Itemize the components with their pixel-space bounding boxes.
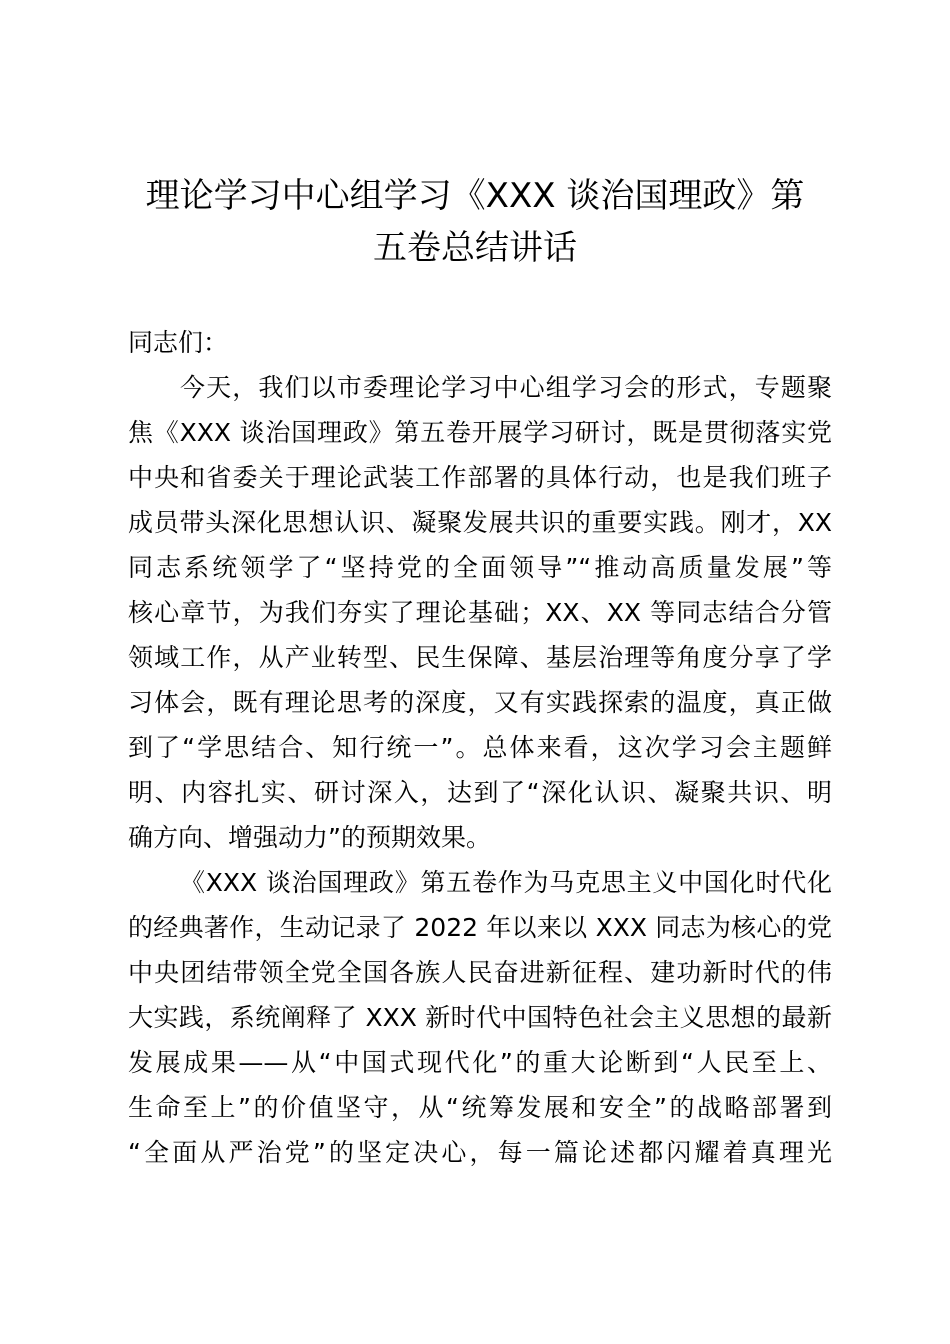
text-line: “全面从严治党”的坚定决心，每一篇论述都闪耀着真理光 <box>128 1138 832 1167</box>
salutation: 同志们： <box>128 328 229 357</box>
title-line: 理论学习中心组学习《XXX 谈治国理政》第 <box>145 176 805 216</box>
text-line: 中央和省委关于理论武装工作部署的具体行动，也是我们班子 <box>128 463 832 492</box>
text-line: 核心章节，为我们夯实了理论基础；XX、XX 等同志结合分管 <box>128 598 832 627</box>
text-line: 生命至上”的价值坚守，从“统筹发展和安全”的战略部署到 <box>128 1093 832 1122</box>
text-line: 领域工作，从产业转型、民生保障、基层治理等角度分享了学 <box>128 643 832 672</box>
paragraphs <box>128 365 832 1175</box>
text-line: 《XXX 谈治国理政》第五卷作为马克思主义中国化时代化 <box>180 868 832 897</box>
text-line: 中央团结带领全党全国各族人民奋进新征程、建功新时代的伟 <box>128 958 832 987</box>
text-line: 大实践，系统阐释了 XXX 新时代中国特色社会主义思想的最新 <box>128 1003 832 1032</box>
text-line: 明、内容扎实、研讨深入，达到了“深化认识、凝聚共识、明 <box>128 778 832 807</box>
paragraph <box>128 860 832 1175</box>
paragraph <box>128 365 832 860</box>
text-line: 今天，我们以市委理论学习中心组学习会的形式，专题聚 <box>180 373 832 402</box>
text-line: 到了“学思结合、知行统一”。总体来看，这次学习会主题鲜 <box>128 733 832 762</box>
document-body <box>128 320 832 1175</box>
title-line: 五卷总结讲话 <box>373 228 577 268</box>
text-line: 成员带头深化思想认识、凝聚发展共识的重要实践。刚才，XX <box>128 508 832 537</box>
text-line: 确方向、增强动力”的预期效果。 <box>128 823 491 852</box>
text-line: 同志系统领学了“坚持党的全面领导”“推动高质量发展”等 <box>128 553 832 582</box>
text-line: 焦《XXX 谈治国理政》第五卷开展学习研讨，既是贯彻落实党 <box>128 418 832 447</box>
text-line: 的经典著作，生动记录了 2022 年以来以 XXX 同志为核心的党 <box>128 913 832 942</box>
document-title <box>0 170 950 274</box>
text-line: 习体会，既有理论思考的深度，又有实践探索的温度，真正做 <box>128 688 832 717</box>
text-line: 发展成果——从“中国式现代化”的重大论断到“人民至上、 <box>128 1048 832 1077</box>
